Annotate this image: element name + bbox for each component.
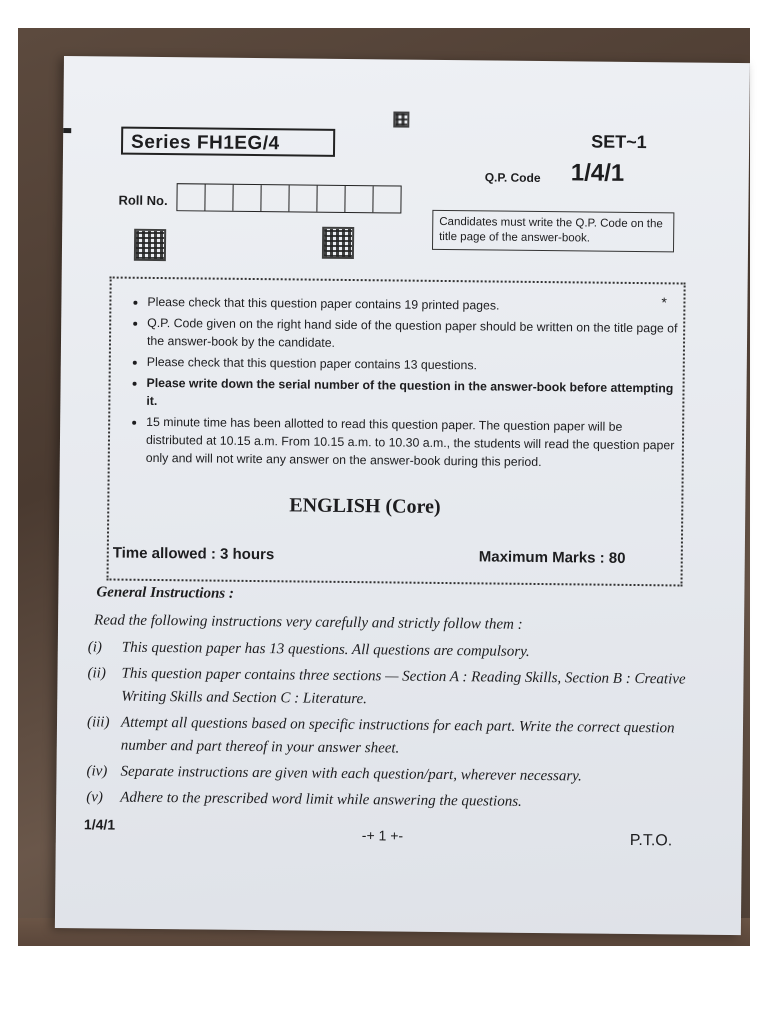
footer-qp-code: 1/4/1 [83,816,116,833]
instruction-item: • Q.P. Code given on the right hand side of the question paper should be written on the title page of the answer-book by the candidate. [147,314,683,356]
margin-mark [63,128,71,133]
item-text: Adhere to the prescribed word limit while answering the questions. [120,789,522,810]
general-instructions-list [86,636,698,818]
list-item [88,636,698,665]
series-label: Series FH1EG/4 [121,127,335,157]
instruction-list [130,293,684,476]
star-mark: * [661,294,667,311]
item-text: This question paper has 13 questions. All questions are compulsory. [121,639,530,660]
qp-code-value: 1/4/1 [570,159,625,187]
item-text: This question paper contains three sections — Section A : Reading Skills, Section B : Creative Writing Skills and Section C : Literature. [121,665,686,708]
list-item [87,662,697,714]
general-instructions-title: General Instructions : [96,584,234,602]
item-number: (iv) [86,763,108,780]
qr-code-icon [322,227,354,259]
roll-number-boxes [176,183,401,213]
list-item [86,786,696,815]
set-label: SET~1 [591,131,647,153]
time-allowed: Time allowed : 3 hours [112,544,275,564]
pto-label: P.T.O. [629,831,673,850]
maximum-marks: Maximum Marks : 80 [478,548,626,567]
list-item [87,711,697,763]
instruction-item: • Please check that this question paper contains 13 questions. [147,353,683,377]
item-text: Attempt all questions based on specific instructions for each part. Write the correct question number and part thereof in your answer sheet. [120,714,675,757]
item-text: Separate instructions are given with each question/part, wherever necessary. [120,763,582,785]
qr-code-icon [393,111,409,127]
qp-code-label: Q.P. Code [484,170,541,185]
roll-number-label: Roll No. [118,192,168,209]
instruction-item: • Please write down the serial number of the question in the answer-book before attempting it. [146,374,682,416]
instruction-item: • 15 minute time has been allotted to read this question paper. The question paper will be distributed at 10.15 a.m. From 10.15 a.m. to 10.30 a.m., the students will read the question paper only and will not write any answer on the answer-book during this period. [146,413,683,473]
item-number: (ii) [87,665,106,682]
list-item [86,760,696,789]
candidates-note-box: Candidates must write the Q.P. Code on the title page of the answer-book. [432,210,674,253]
instruction-item: • Please check that this question paper contains 19 printed pages. [147,293,683,317]
qr-code-icon [134,229,166,261]
page-number: -+ 1 +- [361,827,404,844]
general-instructions-lead: Read the following instructions very carefully and strictly follow them : [94,612,523,633]
subject-title: ENGLISH (Core) [289,494,441,518]
exam-paper-page [55,56,750,935]
item-number: (v) [86,789,103,806]
item-number: (i) [87,639,103,656]
item-number: (iii) [86,714,110,731]
